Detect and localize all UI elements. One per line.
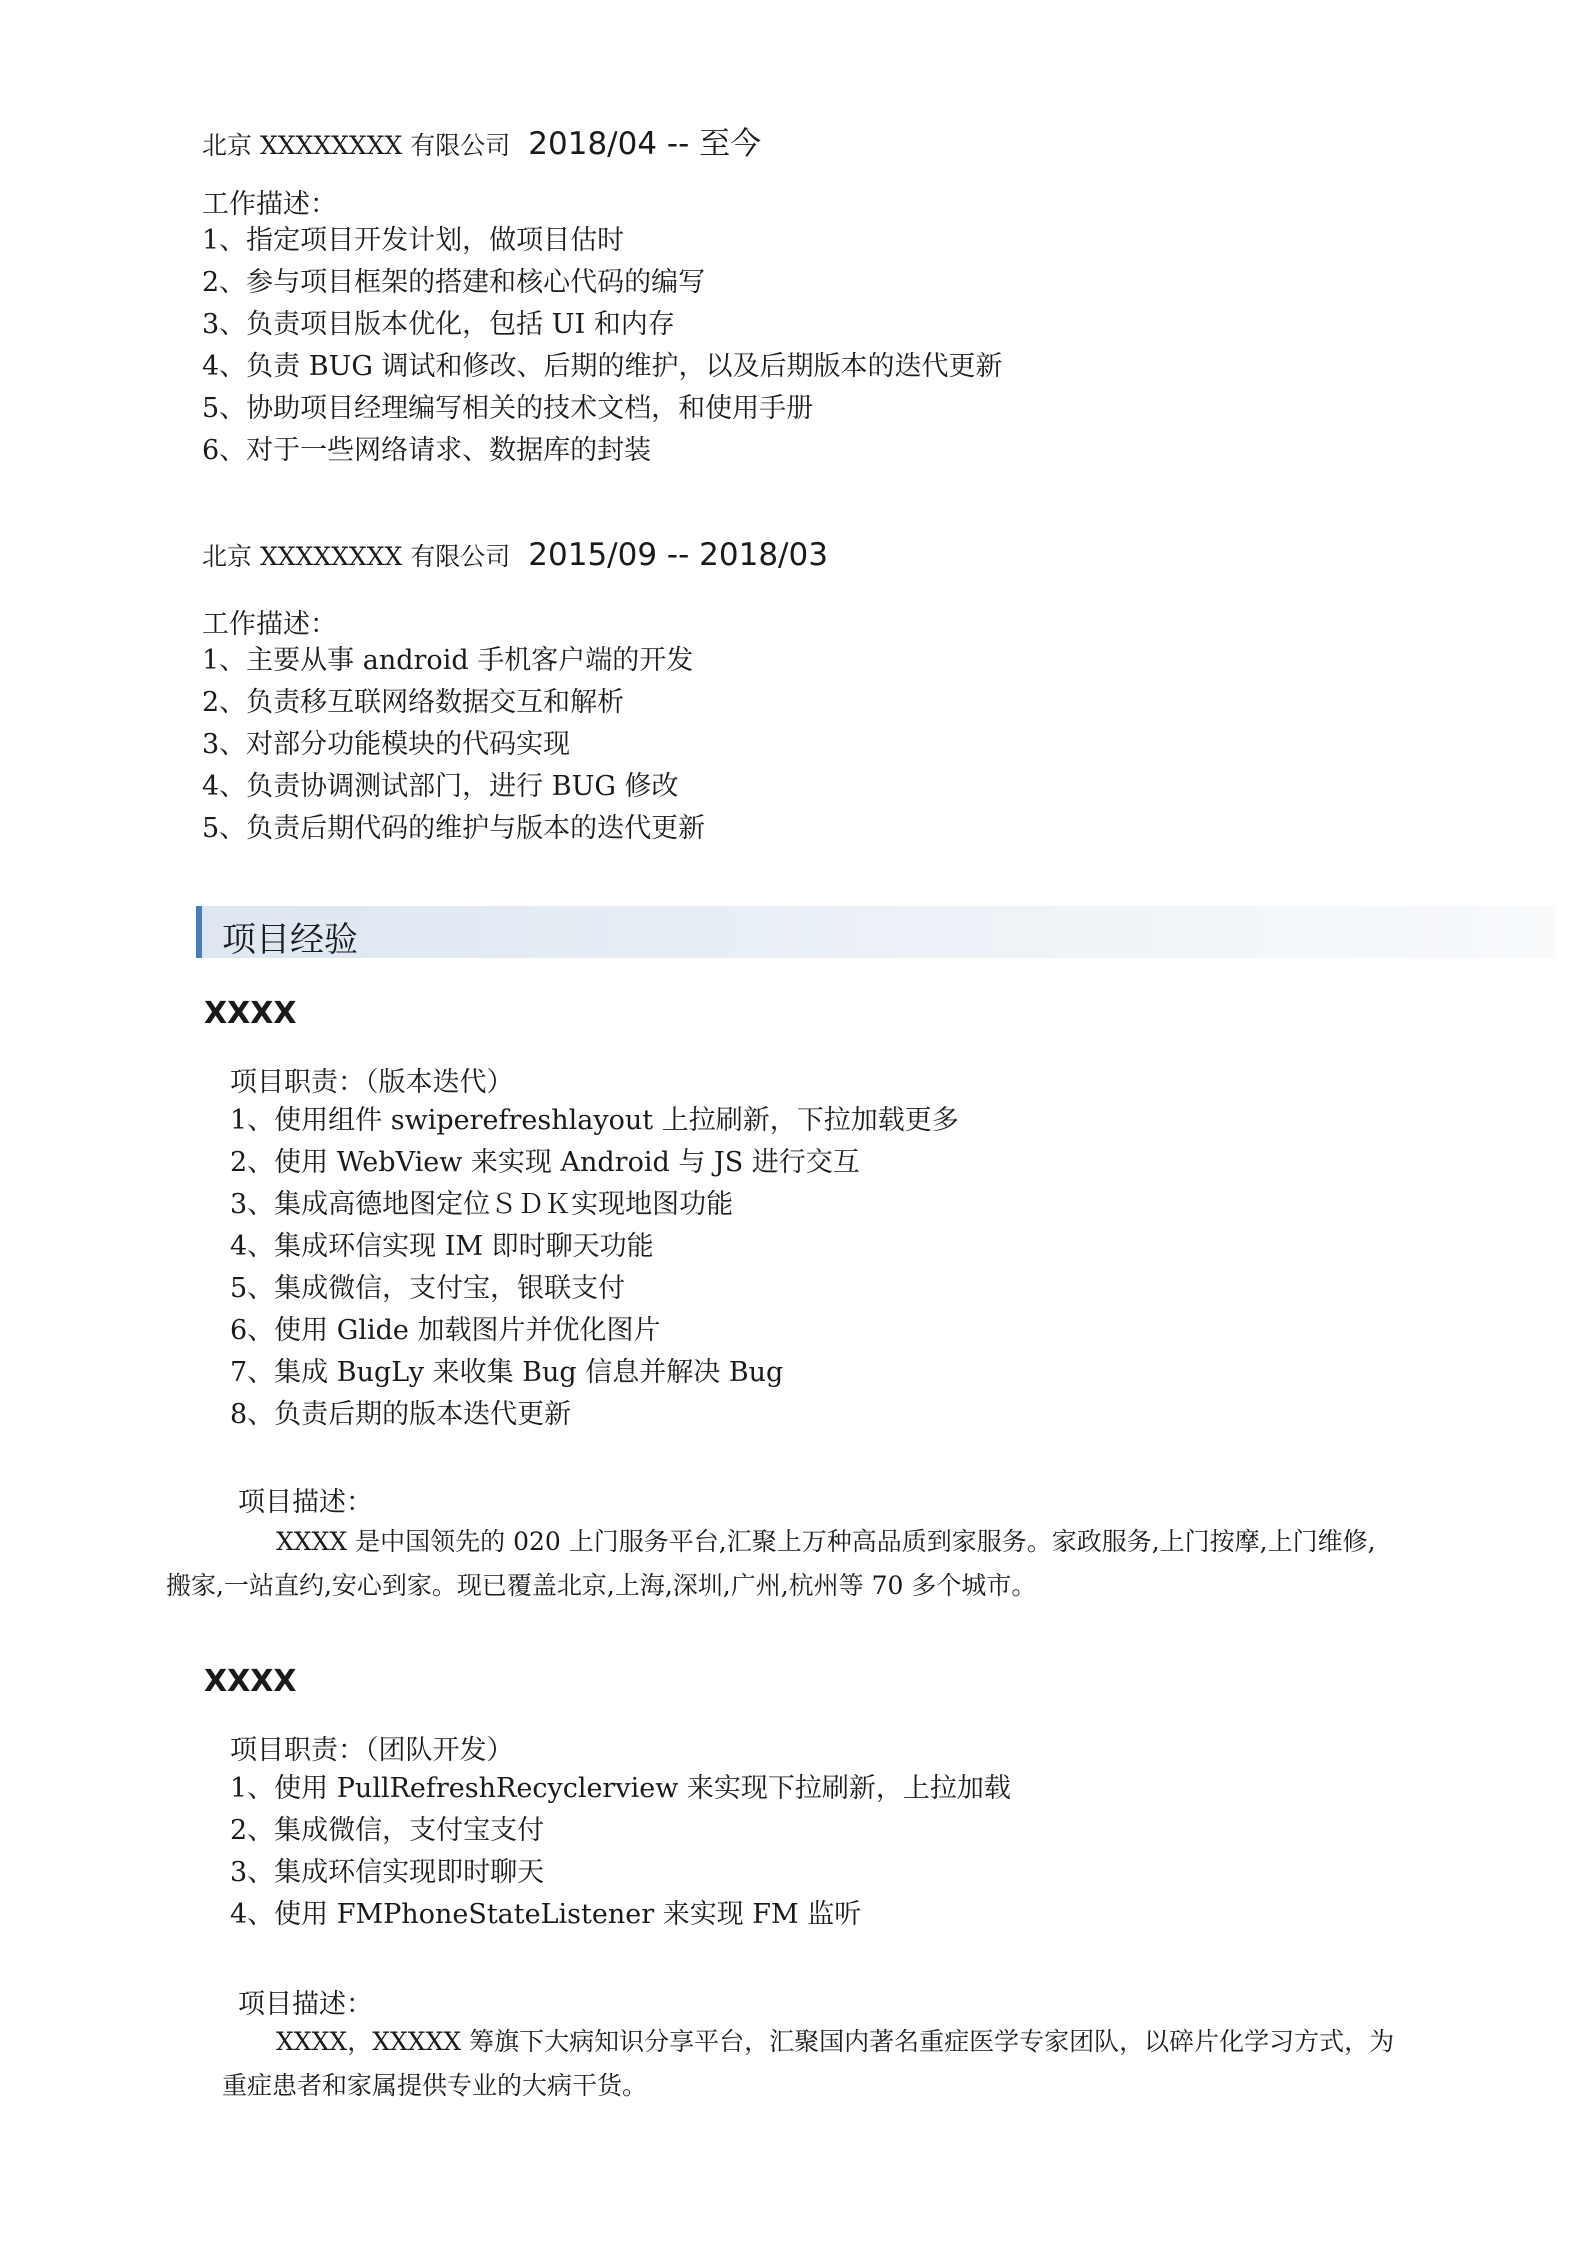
project-1-item-7: 7、集成 BugLy 来收集 Bug 信息并解决 Bug (230, 1357, 784, 1388)
job-2-company: 北京 XXXXXXXX 有限公司 (202, 542, 511, 571)
job-1-item-6: 6、对于一些网络请求、数据库的封装 (202, 435, 652, 466)
job-2-header (202, 537, 828, 573)
job-1-item-3: 3、负责项目版本优化，包括 UI 和内存 (202, 309, 675, 340)
job-1-header (202, 118, 761, 163)
job-2-item-1: 1、主要从事 android 手机客户端的开发 (202, 645, 694, 676)
job-1-dates: 2018/04 -- 至今 (528, 126, 762, 162)
project-2-title: XXXX (204, 1664, 297, 1699)
project-1-title: XXXX (204, 996, 297, 1031)
project-2-item-3: 3、集成环信实现即时聊天 (230, 1857, 545, 1888)
project-1-desc-line-2: 搬家,一站直约,安心到家。现已覆盖北京,上海,深圳,广州,杭州等 70 多个城市。 (166, 1571, 1037, 1600)
project-1-item-6: 6、使用 Glide 加载图片并优化图片 (230, 1315, 661, 1346)
project-2-desc-line-2: 重症患者和家属提供专业的大病干货。 (222, 2071, 648, 2100)
project-1-role: 项目职责：（版本迭代） (230, 1067, 514, 1098)
project-2-desc-line-1: XXXX，XXXXX 筹旗下大病知识分享平台，汇聚国内著名重症医学专家团队，以碎片化学习方式，为 (276, 2027, 1395, 2056)
job-2-dates: 2015/09 -- 2018/03 (528, 537, 828, 573)
project-1-desc-line-1: XXXX 是中国领先的 020 上门服务平台,汇聚上万种高品质到家服务。家政服务,上门按摩,上门维修, (276, 1527, 1376, 1556)
project-2-item-1: 1、使用 PullRefreshRecyclerview 来实现下拉刷新，上拉加载 (230, 1773, 1011, 1804)
project-1-desc-label: 项目描述： (238, 1487, 373, 1518)
job-1-item-2: 2、参与项目框架的搭建和核心代码的编写 (202, 267, 706, 298)
job-2-item-2: 2、负责移互联网络数据交互和解析 (202, 687, 625, 718)
job-1-company: 北京 XXXXXXXX 有限公司 (202, 131, 511, 160)
section-title: 项目经验 (222, 920, 358, 960)
project-2-role: 项目职责：（团队开发） (230, 1735, 514, 1766)
project-1-item-8: 8、负责后期的版本迭代更新 (230, 1399, 572, 1430)
job-1-desc-label: 工作描述： (202, 189, 337, 220)
project-2-item-4: 4、使用 FMPhoneStateListener 来实现 FM 监听 (230, 1899, 862, 1930)
job-2-item-4: 4、负责协调测试部门，进行 BUG 修改 (202, 771, 679, 802)
section-accent-bar (196, 906, 202, 958)
project-2-desc-label: 项目描述： (238, 1989, 373, 2020)
project-1-item-2: 2、使用 WebView 来实现 Android 与 JS 进行交互 (230, 1147, 860, 1178)
job-1-item-5: 5、协助项目经理编写相关的技术文档，和使用手册 (202, 393, 814, 424)
job-1-item-4: 4、负责 BUG 调试和修改、后期的维护，以及后期版本的迭代更新 (202, 351, 1003, 382)
project-1-item-4: 4、集成环信实现 IM 即时聊天功能 (230, 1231, 654, 1262)
job-1-item-1: 1、指定项目开发计划，做项目估时 (202, 225, 625, 256)
job-2-desc-label: 工作描述： (202, 609, 337, 640)
job-2-item-5: 5、负责后期代码的维护与版本的迭代更新 (202, 813, 706, 844)
project-1-item-1: 1、使用组件 swiperefreshlayout 上拉刷新，下拉加载更多 (230, 1105, 959, 1136)
job-2-item-3: 3、对部分功能模块的代码实现 (202, 729, 571, 760)
section-header-projects (196, 906, 1556, 958)
project-1-item-5: 5、集成微信，支付宝，银联支付 (230, 1273, 626, 1304)
project-2-item-2: 2、集成微信，支付宝支付 (230, 1815, 545, 1846)
project-1-item-3: 3、集成高德地图定位ＳＤＫ实现地图功能 (230, 1189, 734, 1220)
